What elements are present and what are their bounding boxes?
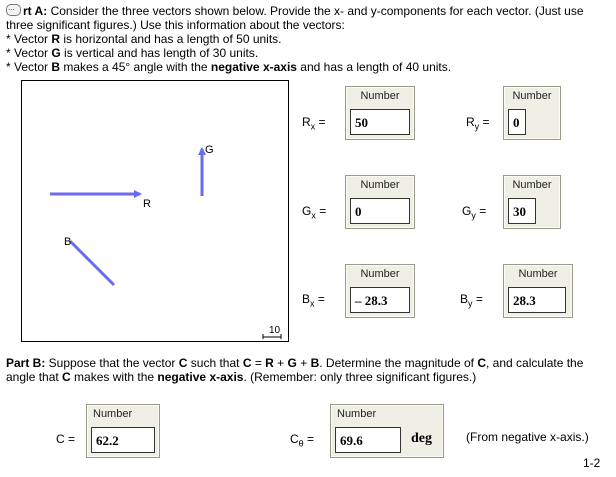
part-a-label: rt A: <box>23 4 48 18</box>
gy-label: $G_y$ = <box>462 204 487 221</box>
c-theta-unit: deg <box>411 431 432 446</box>
bullet-vector-r: * Vector R is horizontal and has a length of 50 units. <box>6 32 282 46</box>
bullet-vector-g: * Vector G is vertical and has length of 30 units. <box>6 46 259 60</box>
intro-line-1: Consider the three vectors shown below. Provide the x- and y-components for each vector. (Just use <box>50 4 584 18</box>
part-b-instructions: Part B: Suppose that the vector C such that C = R + G + B. Determine the magnitude of C, and calculate the angle that C makes with the negative x-axis. (Remember: only three significant figures.) <box>6 356 584 384</box>
gy-input[interactable]: 30 <box>508 198 536 224</box>
gx-label: $G_x$ = <box>302 204 327 221</box>
c-theta-label: $C_\theta$ = <box>290 432 315 449</box>
chat-bubble-icon[interactable] <box>6 4 21 16</box>
scale-label: 10 <box>269 325 281 336</box>
c-magnitude-caption: Number <box>93 408 133 420</box>
ry-number-box <box>503 86 561 140</box>
gy-number-caption: Number <box>512 179 552 191</box>
c-theta-input[interactable]: 69.6 <box>335 427 401 453</box>
bullet-vector-b: * Vector B makes a 45° angle with the negative x-axis and has a length of 40 units. <box>6 60 452 74</box>
by-number-box <box>503 264 573 318</box>
bx-number-box <box>345 264 415 318</box>
ry-label: $R_y$ = <box>466 115 490 132</box>
rx-number-box <box>345 86 415 140</box>
c-theta-caption: Number <box>337 408 377 420</box>
c-magnitude-input[interactable]: 62.2 <box>91 427 155 453</box>
vector-r-label: R <box>143 198 151 210</box>
gx-number-caption: Number <box>360 179 400 191</box>
from-negative-x-axis-note: (From negative x-axis.) <box>466 430 589 444</box>
vector-b-line <box>70 241 114 285</box>
rx-number-caption: Number <box>360 90 400 102</box>
c-theta-box <box>330 404 444 458</box>
by-label: $B_y$ = <box>460 292 483 309</box>
rx-label: $R_x$ = <box>302 115 326 132</box>
part-a-instructions <box>6 4 612 74</box>
ry-input[interactable]: 0 <box>508 109 526 135</box>
ry-number-caption: Number <box>512 90 552 102</box>
bx-input[interactable]: – 28.3 <box>350 287 410 313</box>
gy-number-box <box>503 175 561 229</box>
vector-b-label: B <box>64 236 72 248</box>
bx-number-caption: Number <box>360 268 400 280</box>
by-input[interactable]: 28.3 <box>508 287 566 313</box>
by-number-caption: Number <box>518 268 558 280</box>
intro-line-2: three significant figures.) Use this information about the vectors: <box>6 18 345 32</box>
c-magnitude-box <box>86 404 160 458</box>
gx-input[interactable]: 0 <box>350 198 410 224</box>
gx-number-box <box>345 175 415 229</box>
c-magnitude-label: C = <box>56 432 76 446</box>
rx-input[interactable]: 50 <box>350 109 410 135</box>
vector-diagram-svg <box>22 81 288 341</box>
page-indicator: 1-2 <box>583 456 601 470</box>
vector-g-label: G <box>205 144 214 156</box>
part-b-label: Part B: <box>6 356 46 370</box>
vector-diagram <box>21 80 289 342</box>
bx-label: $B_x$ = <box>302 292 325 309</box>
